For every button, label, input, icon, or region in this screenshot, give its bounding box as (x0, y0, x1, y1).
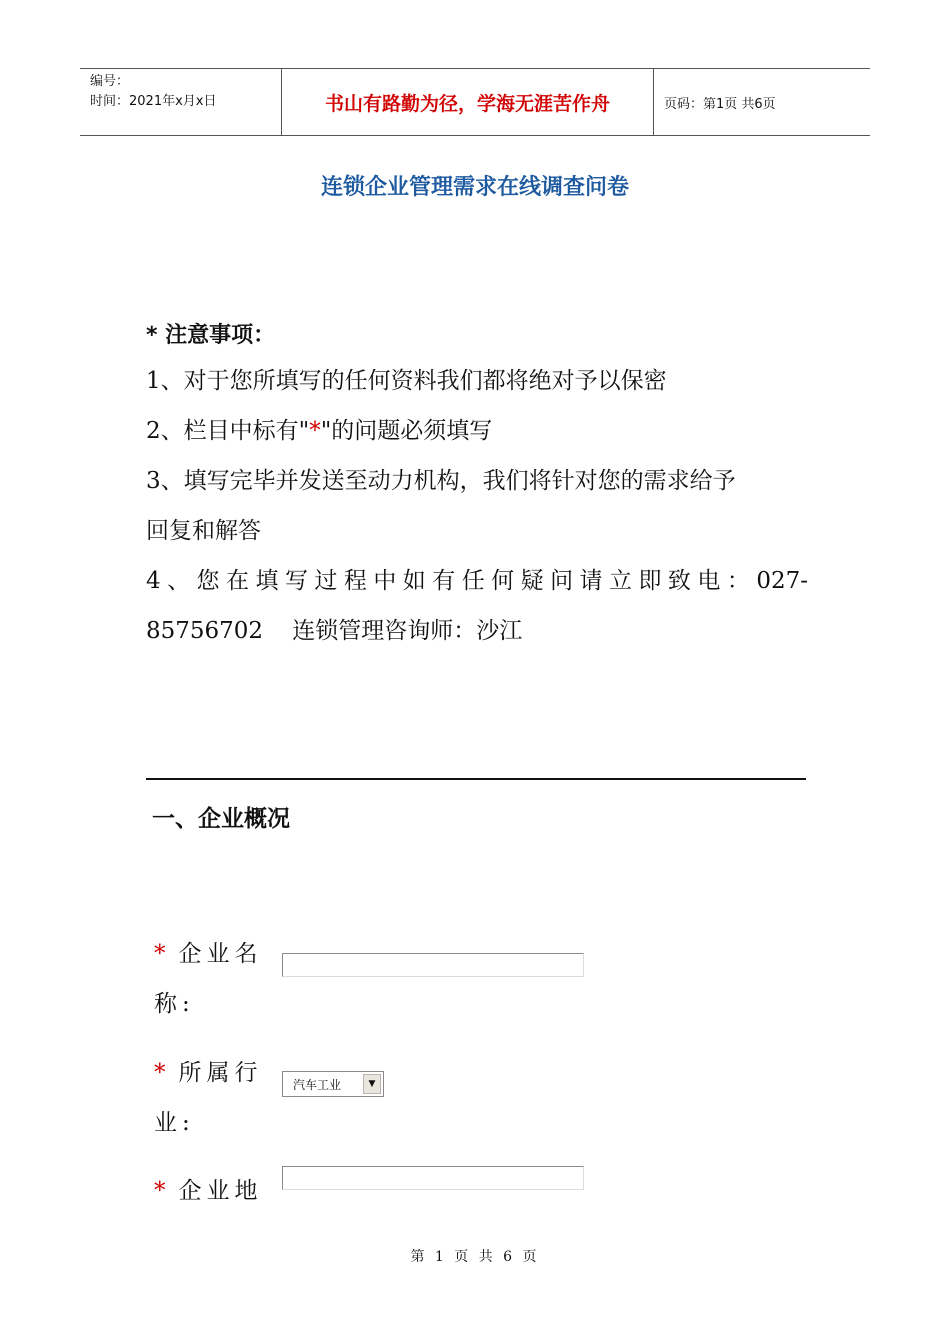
header-time: 时间：2021年x月x日 (90, 94, 217, 109)
industry-selected-value: 汽车工业 (293, 1077, 342, 1092)
notice-item-4-line2: 85756702 连锁管理咨询师：沙江 (146, 618, 523, 644)
company-name-input[interactable] (282, 953, 584, 977)
header-number: 编号： (90, 74, 130, 89)
required-star: * (309, 418, 321, 444)
company-name-label (154, 929, 266, 1029)
required-star: * (154, 941, 171, 967)
company-name-label-line1: 企业名 (178, 941, 263, 967)
section-divider (146, 778, 806, 780)
notice-item-3-line1: 3、填写完毕并发送至动力机构，我们将针对您的需求给予 (146, 468, 736, 494)
industry-label-line2: 业: (154, 1110, 195, 1136)
page-footer: 第 1 页 共 6 页 (410, 1249, 540, 1265)
notice-item-2-after: "的问题必须填写 (320, 418, 493, 444)
dropdown-arrow-icon[interactable]: ▼ (363, 1074, 381, 1094)
notice-item-4-line1: 4、您在填写过程中如有任何疑问请立即致电：027- (146, 568, 808, 594)
page-header (80, 68, 870, 136)
notice-item-2 (146, 406, 808, 456)
notice-item-1: 1、对于您所填写的任何资料我们都将绝对予以保密 (146, 368, 667, 394)
required-star: * (154, 1178, 171, 1204)
required-star: * (154, 1060, 171, 1086)
company-address-label-line1: 企业地 (178, 1178, 263, 1204)
notice-item-2-before: 2、栏目中标有" (146, 418, 310, 444)
industry-label-line1: 所属行 (178, 1060, 263, 1086)
header-motto: 书山有路勤为径，学海无涯苦作舟 (281, 69, 654, 135)
header-meta (80, 69, 281, 135)
document-title: 连锁企业管理需求在线调查问卷 (320, 175, 629, 200)
section-title: 一、企业概况 (152, 806, 290, 832)
company-address-input[interactable] (282, 1166, 584, 1190)
notice-heading: * 注意事项： (146, 323, 276, 348)
company-address-label (154, 1166, 266, 1216)
notice-item-3-line2: 回复和解答 (146, 518, 261, 544)
industry-select[interactable] (282, 1071, 384, 1097)
industry-label (154, 1048, 266, 1148)
header-page-number: 页码：第1页 共6页 (664, 96, 776, 112)
company-name-label-line2: 称: (154, 991, 195, 1017)
